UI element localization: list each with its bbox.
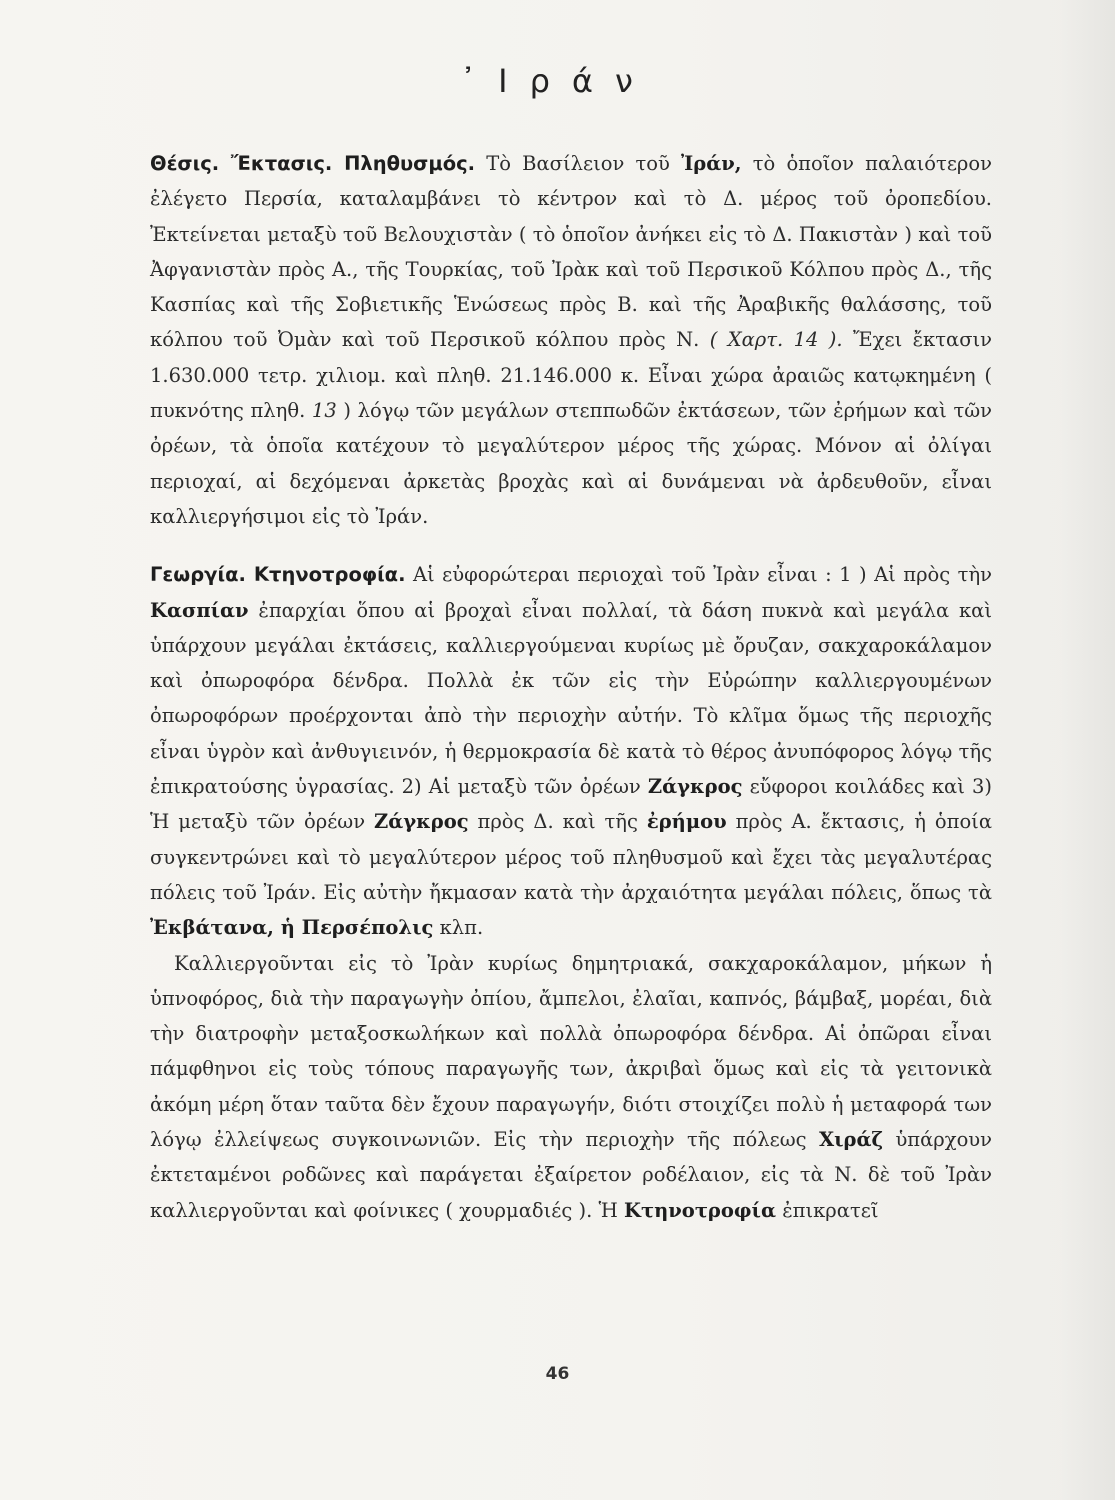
text-run: πρὸς Δ. καὶ τῆς [468, 810, 647, 834]
text-run: ὑπάρχουν ἐκτεταμένοι ροδῶνες καὶ παράγεται ἐξαίρετον ροδέλαιον, εἰς τὰ Ν. δὲ τοῦ Ἰρὰν καλλιεργοῦνται καὶ φοίνικες ( χουρμαδιές ). Ἡ [150, 1128, 993, 1222]
page-edge-shadow [1060, 0, 1115, 1500]
section-heading-position: Θέσις. Ἔκτασις. Πληθυσμός. [150, 152, 476, 175]
page-title: ᾿Ιράν [460, 62, 655, 100]
map-reference: ( Χαρτ. 14 ). [709, 328, 843, 352]
bold-term: Χιράζ [818, 1128, 884, 1152]
text-run: Καλλιεργοῦνται εἰς τὸ Ἰρὰν κυρίως δημητριακά, σακχαροκάλαμον, μήκων ἡ ὑπνοφόρος, διὰ τὴν παραγωγὴν ὀπίου, ἄμπελοι, ἐλαῖαι, καπνός, βάμβαξ, μορέαι, διὰ τὴν διατροφὴν μεταξοσκωλήκων καὶ πολλὰ ὀπωροφόρα δένδρα. Αἱ ὀπῶραι εἶναι πάμφθηνοι εἰς τοὺς τόπους παραγωγῆς των, ἀκριβαὶ ὅμως καὶ εἰς τὰ γειτονικὰ ἀκόμη μέρη ὅταν ταῦτα δὲν ἔχουν παραγωγήν, διότι στοιχίζει πολὺ ἡ μεταφορά των λόγῳ ἐλλείψεως συγκοινωνιῶν. Εἰς τὴν περιοχὴν τῆς πόλεως [150, 951, 992, 1152]
bold-term: Ἰράν, [681, 152, 742, 175]
page-number: 46 [545, 1364, 570, 1384]
bold-term: Ἐκβάτανα, ἡ Περσέπολις [150, 916, 434, 940]
text-run: Αἱ εὐφορώτεραι περιοχαὶ τοῦ Ἰρὰν εἶναι : 1 ) Αἱ πρὸς τὴν [405, 563, 992, 587]
bold-term: Κτηνοτροφία [624, 1198, 776, 1222]
paragraph-position-area [150, 146, 992, 534]
bold-term: Κασπίαν [150, 598, 249, 622]
page-body [150, 146, 992, 1228]
paragraph-crops [150, 946, 992, 1228]
text-run: πρὸς Α. ἔκτασις, ἡ ὁποία συγκεντρώνει καὶ τὸ μεγαλύτερον μέρος τοῦ πληθυσμοῦ καὶ ἔχει τὰς μεγαλυτέρας πόλεις τοῦ Ἰράν. Εἰς αὐτὴν ἤκμασαν κατὰ τὴν ἀρχαιότητα μεγάλαι πόλεις, ὅπως τὰ [150, 810, 992, 904]
text-run: εὔφοροι κοιλάδες καὶ 3) Ἡ μεταξὺ τῶν ὀρέων [150, 775, 992, 834]
paragraph-agriculture [150, 557, 992, 945]
bold-term: Ζάγκρος [374, 810, 469, 834]
text-run: ἐπικρατεῖ [776, 1198, 879, 1222]
text-run: ἐπαρχίαι ὅπου αἱ βροχαὶ εἶναι πολλαί, τὰ δάση πυκνὰ καὶ μεγάλα καὶ ὑπάρχουν μεγάλαι ἐκτάσεις, καλλιεργούμεναι κυρίως μὲ ὄρυζαν, σακχαροκάλαμον καὶ ὀπωροφόρα δένδρα. Πολλὰ ἐκ τῶν εἰς τὴν Εὐρώπην καλλιεργουμένων ὀπωροφόρων προέρχονται ἀπὸ τὴν περιοχὴν αὐτήν. Τὸ κλῖμα ὅμως τῆς περιοχῆς εἶναι ὑγρὸν καὶ ἀνθυγιεινόν, ἡ θερμοκρασία δὲ κατὰ τὸ θέρος ἀνυπόφορος λόγῳ τῆς ἐπικρατούσης ὑγρασίας. 2) Αἱ μεταξὺ τῶν ὀρέων [150, 598, 992, 799]
text-run: Ἔχει ἔκτασιν 1.630.000 τετρ. χιλιομ. καὶ πληθ. 21.146.000 κ. Εἶναι χώρα ἀραιῶς κατῳκημένη ( πυκνότης πληθ. [150, 328, 993, 423]
text-run: τὸ ὁποῖον παλαιότερον ἐλέγετο Περσία, καταλαμβάνει τὸ κέντρον καὶ τὸ Δ. μέρος τοῦ ὀροπεδίου. Ἐκτείνεται μεταξὺ τοῦ Βελουχιστὰν ( τὸ ὁποῖον ἀνήκει εἰς τὸ Δ. Πακιστὰν ) καὶ τοῦ Ἀφγανιστὰν πρὸς Α., τῆς Τουρκίας, τοῦ Ἰρὰκ καὶ τοῦ Περσικοῦ Κόλπου πρὸς Δ., τῆς Κασπίας καὶ τῆς Σοβιετικῆς Ἑνώσεως πρὸς Β. καὶ τῆς Ἀραβικῆς θαλάσσης, τοῦ κόλπου τοῦ Ὀμὰν καὶ τοῦ Περσικοῦ κόλπου πρὸς Ν. [150, 152, 992, 352]
text-run: Τὸ Βασίλειον τοῦ [475, 152, 682, 175]
bold-term: ἐρήμου [646, 810, 727, 834]
density-value: 13 [311, 399, 337, 423]
text-run: κλπ. [433, 916, 484, 940]
section-heading-agriculture: Γεωργία. Κτηνοτροφία. [150, 563, 406, 587]
text-run: ) λόγῳ τῶν μεγάλων στεππωδῶν ἐκτάσεων, τῶν ἐρήμων καὶ τῶν ὀρέων, τὰ ὁποῖα κατέχουν τὸ μεγαλύτερον μέρος τῆς χώρας. Μόνον αἱ ὀλίγαι περιοχαί, αἱ δεχόμεναι ἀρκετὰς βροχὰς καὶ αἱ δυνάμεναι νὰ ἀρδευθοῦν, εἶναι καλλιεργήσιμοι εἰς τὸ Ἰράν. [150, 399, 992, 528]
bold-term: Ζάγκρος [647, 775, 743, 799]
